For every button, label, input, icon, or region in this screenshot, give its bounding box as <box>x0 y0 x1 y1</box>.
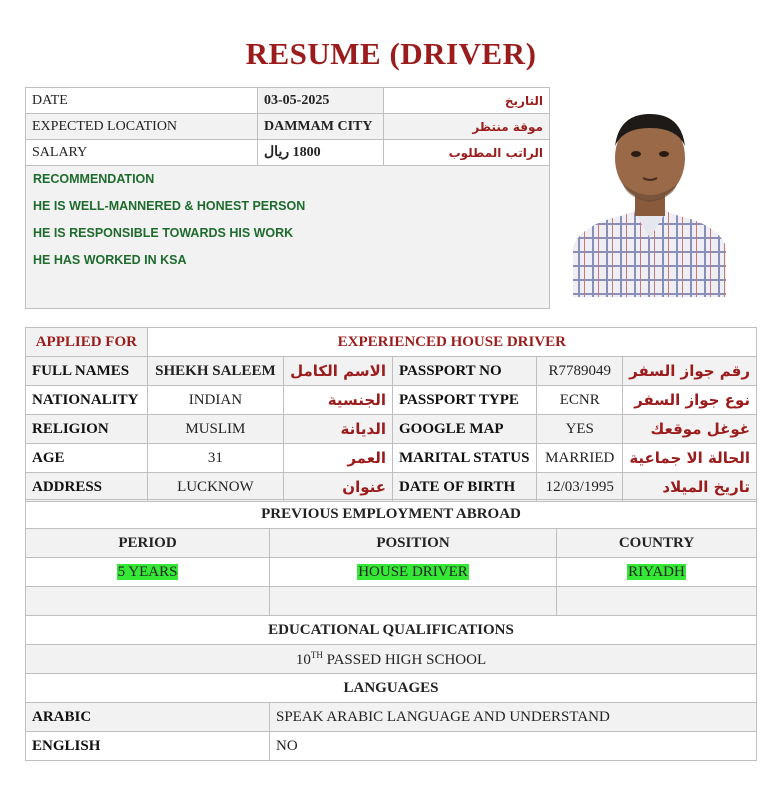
value-date-of-birth: 12/03/1995 <box>537 473 623 502</box>
label-nationality: NATIONALITY <box>26 386 148 415</box>
education-grade: 10 <box>295 651 311 668</box>
value-passport-no: R7789049 <box>537 357 623 386</box>
page-title: RESUME (DRIVER) <box>245 36 537 71</box>
col-period: PERIOD <box>26 529 270 558</box>
employment-heading: PREVIOUS EMPLOYMENT ABROAD <box>26 500 757 529</box>
empty-cell <box>557 587 757 616</box>
label-arabic: ARABIC <box>26 703 270 732</box>
value-religion: MUSLIM <box>147 415 283 444</box>
recommendation-heading: RECOMMENDATION <box>33 172 155 186</box>
employment-position: HOUSE DRIVER <box>358 563 468 580</box>
col-position: POSITION <box>270 529 557 558</box>
label-passport-no: PASSPORT NO <box>392 357 536 386</box>
label-english: ENGLISH <box>26 732 270 761</box>
label-date-of-birth-ar: تاريخ الميلاد <box>623 473 757 502</box>
label-passport-type: PASSPORT TYPE <box>392 386 536 415</box>
value-google-map: YES <box>537 415 623 444</box>
label-address-ar: عنوان <box>284 473 393 502</box>
value-marital-status: MARRIED <box>537 444 623 473</box>
label-religion: RELIGION <box>26 415 148 444</box>
location-label: EXPECTED LOCATION <box>26 114 258 140</box>
date-label-ar: التاريخ <box>384 88 550 114</box>
applied-for-label: APPLIED FOR <box>26 328 148 357</box>
employment-country: RIYADH <box>628 563 685 580</box>
salary-label-ar: الراتب المطلوب <box>384 140 550 166</box>
education-heading: EDUCATIONAL QUALIFICATIONS <box>26 616 757 645</box>
empty-cell <box>26 587 270 616</box>
recommendation-line: HE IS RESPONSIBLE TOWARDS HIS WORK <box>33 226 294 240</box>
value-age: 31 <box>147 444 283 473</box>
details-table <box>25 327 757 502</box>
label-passport-type-ar: نوع جواز السفر <box>623 386 757 415</box>
label-passport-no-ar: رقم جواز السفر <box>623 357 757 386</box>
salary-value: 1800 ريال <box>258 140 384 166</box>
value-arabic: SPEAK ARABIC LANGUAGE AND UNDERSTAND <box>270 703 757 732</box>
recommendation-line: HE HAS WORKED IN KSA <box>33 253 187 267</box>
value-passport-type: ECNR <box>537 386 623 415</box>
value-address: LUCKNOW <box>147 473 283 502</box>
recommendation-box <box>25 166 550 309</box>
languages-heading: LANGUAGES <box>26 674 757 703</box>
date-label: DATE <box>26 88 258 114</box>
education-value <box>26 645 757 674</box>
label-marital-status-ar: الحالة الا جماعية <box>623 444 757 473</box>
education-text: PASSED HIGH SCHOOL <box>322 651 487 668</box>
location-value: DAMMAM CITY <box>258 114 384 140</box>
date-value: 03-05-2025 <box>258 88 384 114</box>
applied-for-value: EXPERIENCED HOUSE DRIVER <box>147 328 756 357</box>
candidate-photo <box>573 106 726 297</box>
location-label-ar: موقة منتظر <box>384 114 550 140</box>
label-google-map: GOOGLE MAP <box>392 415 536 444</box>
value-english: NO <box>270 732 757 761</box>
history-table <box>25 499 757 761</box>
recommendation-line: HE IS WELL-MANNERED & HONEST PERSON <box>33 199 306 213</box>
label-nationality-ar: الجنسية <box>284 386 393 415</box>
label-religion-ar: الديانة <box>284 415 393 444</box>
empty-cell <box>270 587 557 616</box>
employment-period: 5 YEARS <box>117 563 178 580</box>
label-full-names: FULL NAMES <box>26 357 148 386</box>
value-full-names: SHEKH SALEEM <box>147 357 283 386</box>
label-age: AGE <box>26 444 148 473</box>
label-date-of-birth: DATE OF BIRTH <box>392 473 536 502</box>
label-google-map-ar: غوغل موقعك <box>623 415 757 444</box>
salary-label: SALARY <box>26 140 258 166</box>
info-table <box>25 87 550 166</box>
education-grade-suffix: TH <box>310 649 323 660</box>
label-full-names-ar: الاسم الكامل <box>284 357 393 386</box>
label-address: ADDRESS <box>26 473 148 502</box>
col-country: COUNTRY <box>557 529 757 558</box>
value-nationality: INDIAN <box>147 386 283 415</box>
label-marital-status: MARITAL STATUS <box>392 444 536 473</box>
label-age-ar: العمر <box>284 444 393 473</box>
